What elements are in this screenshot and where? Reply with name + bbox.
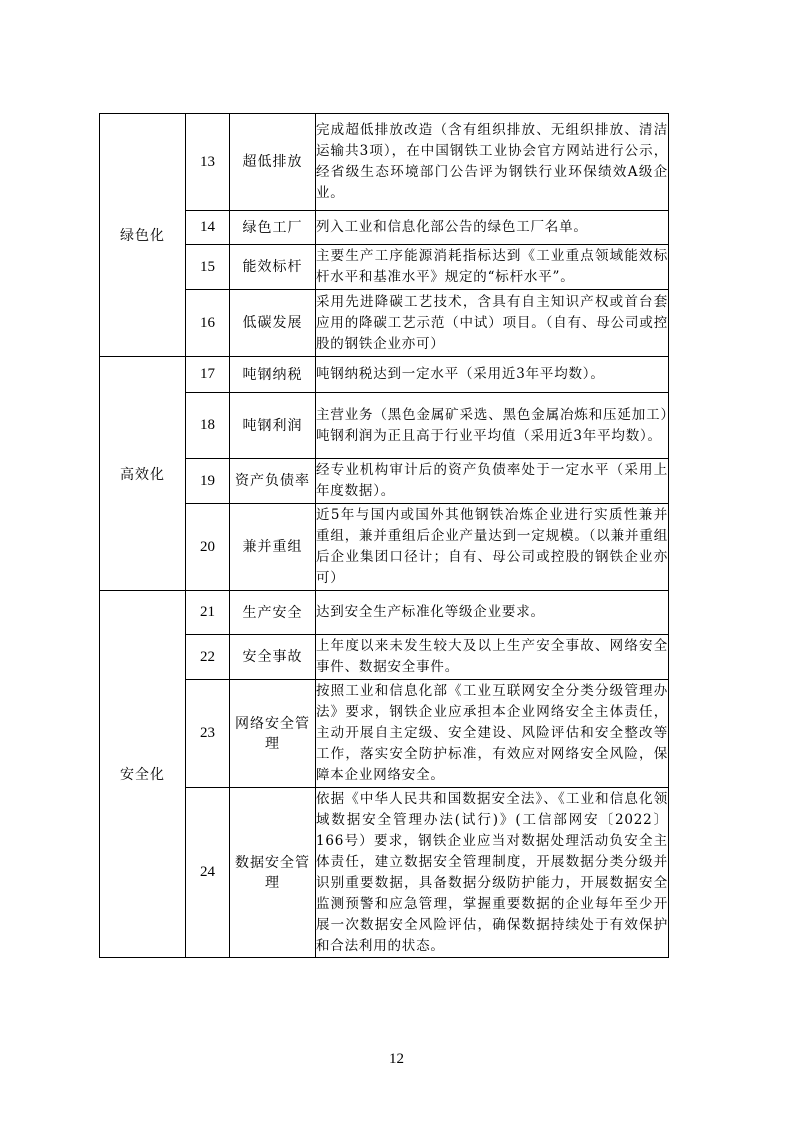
indicator-name: 兼并重组 bbox=[230, 504, 316, 591]
indicator-name: 低碳发展 bbox=[230, 290, 316, 357]
table-row bbox=[100, 245, 669, 290]
indicator-name: 吨钢利润 bbox=[230, 393, 316, 459]
row-number: 18 bbox=[186, 393, 230, 459]
table-row bbox=[100, 635, 669, 680]
row-number: 20 bbox=[186, 504, 230, 591]
row-number: 21 bbox=[186, 591, 230, 635]
table-row bbox=[100, 788, 669, 958]
indicator-description: 依据《中华人民共和国数据安全法》、《工业和信息化领域数据安全管理办法(试行)》(工信部网安〔2022〕166号）要求，钢铁企业应当对数据处理活动负安全主体责任，建立数据安全管理制度，开展数据分类分级并识别重要数据，具备数据分级防护能力，开展数据安全监测预警和应急管理，掌握重要数据的企业每年至少开展一次数据安全风险评估，确保数据持续处于有效保护和合法利用的状态。 bbox=[316, 788, 669, 958]
indicator-description: 完成超低排放改造（含有组织排放、无组织排放、清洁运输共3项），在中国钢铁工业协会官方网站进行公示，经省级生态环境部门公告评为钢铁行业环保绩效A级企业。 bbox=[316, 114, 669, 211]
category-cell: 安全化 bbox=[100, 591, 186, 958]
row-number: 19 bbox=[186, 459, 230, 504]
table-row bbox=[100, 680, 669, 788]
indicator-description: 列入工业和信息化部公告的绿色工厂名单。 bbox=[316, 211, 669, 245]
table-row bbox=[100, 591, 669, 635]
indicator-description: 上年度以来未发生较大及以上生产安全事故、网络安全事件、数据安全事件。 bbox=[316, 635, 669, 680]
row-number: 24 bbox=[186, 788, 230, 958]
indicator-description: 经专业机构审计后的资产负债率处于一定水平（采用上年度数据）。 bbox=[316, 459, 669, 504]
indicator-name: 资产负债率 bbox=[230, 459, 316, 504]
indicator-description: 按照工业和信息化部《工业互联网安全分类分级管理办法》要求，钢铁企业应承担本企业网络安全主体责任，主动开展自主定级、安全建设、风险评估和安全整改等工作，落实安全防护标准，有效应对网络安全风险，保障本企业网络安全。 bbox=[316, 680, 669, 788]
table-row bbox=[100, 290, 669, 357]
indicator-name: 吨钢纳税 bbox=[230, 357, 316, 393]
indicator-description: 主要生产工序能源消耗指标达到《工业重点领域能效标杆水平和基准水平》规定的“标杆水平”。 bbox=[316, 245, 669, 290]
indicator-description: 达到安全生产标准化等级企业要求。 bbox=[316, 591, 669, 635]
indicator-description: 近5年与国内或国外其他钢铁冶炼企业进行实质性兼并重组，兼并重组后企业产量达到一定规模。（以兼并重组后企业集团口径计；自有、母公司或控股的钢铁企业亦可） bbox=[316, 504, 669, 591]
table-row bbox=[100, 459, 669, 504]
category-cell: 高效化 bbox=[100, 357, 186, 591]
row-number: 15 bbox=[186, 245, 230, 290]
table-row bbox=[100, 357, 669, 393]
indicator-name: 能效标杆 bbox=[230, 245, 316, 290]
row-number: 16 bbox=[186, 290, 230, 357]
indicator-name: 超低排放 bbox=[230, 114, 316, 211]
row-number: 23 bbox=[186, 680, 230, 788]
indicator-description: 主营业务（黑色金属矿采选、黑色金属冶炼和压延加工）吨钢利润为正且高于行业平均值（采用近3年平均数）。 bbox=[316, 393, 669, 459]
row-number: 13 bbox=[186, 114, 230, 211]
table-row bbox=[100, 211, 669, 245]
indicator-name: 绿色工厂 bbox=[230, 211, 316, 245]
indicator-name: 网络安全管理 bbox=[230, 680, 316, 788]
indicator-name: 生产安全 bbox=[230, 591, 316, 635]
indicator-description: 吨钢纳税达到一定水平（采用近3年平均数）。 bbox=[316, 357, 669, 393]
page-number: 12 bbox=[389, 1051, 404, 1067]
row-number: 22 bbox=[186, 635, 230, 680]
category-cell: 绿色化 bbox=[100, 114, 186, 357]
table-row bbox=[100, 114, 669, 211]
row-number: 14 bbox=[186, 211, 230, 245]
indicator-name: 数据安全管理 bbox=[230, 788, 316, 958]
row-number: 17 bbox=[186, 357, 230, 393]
indicator-name: 安全事故 bbox=[230, 635, 316, 680]
indicator-description: 采用先进降碳工艺技术，含具有自主知识产权或首台套应用的降碳工艺示范（中试）项目。（自有、母公司或控股的钢铁企业亦可） bbox=[316, 290, 669, 357]
table-row bbox=[100, 393, 669, 459]
indicator-table bbox=[99, 113, 669, 958]
table-row bbox=[100, 504, 669, 591]
